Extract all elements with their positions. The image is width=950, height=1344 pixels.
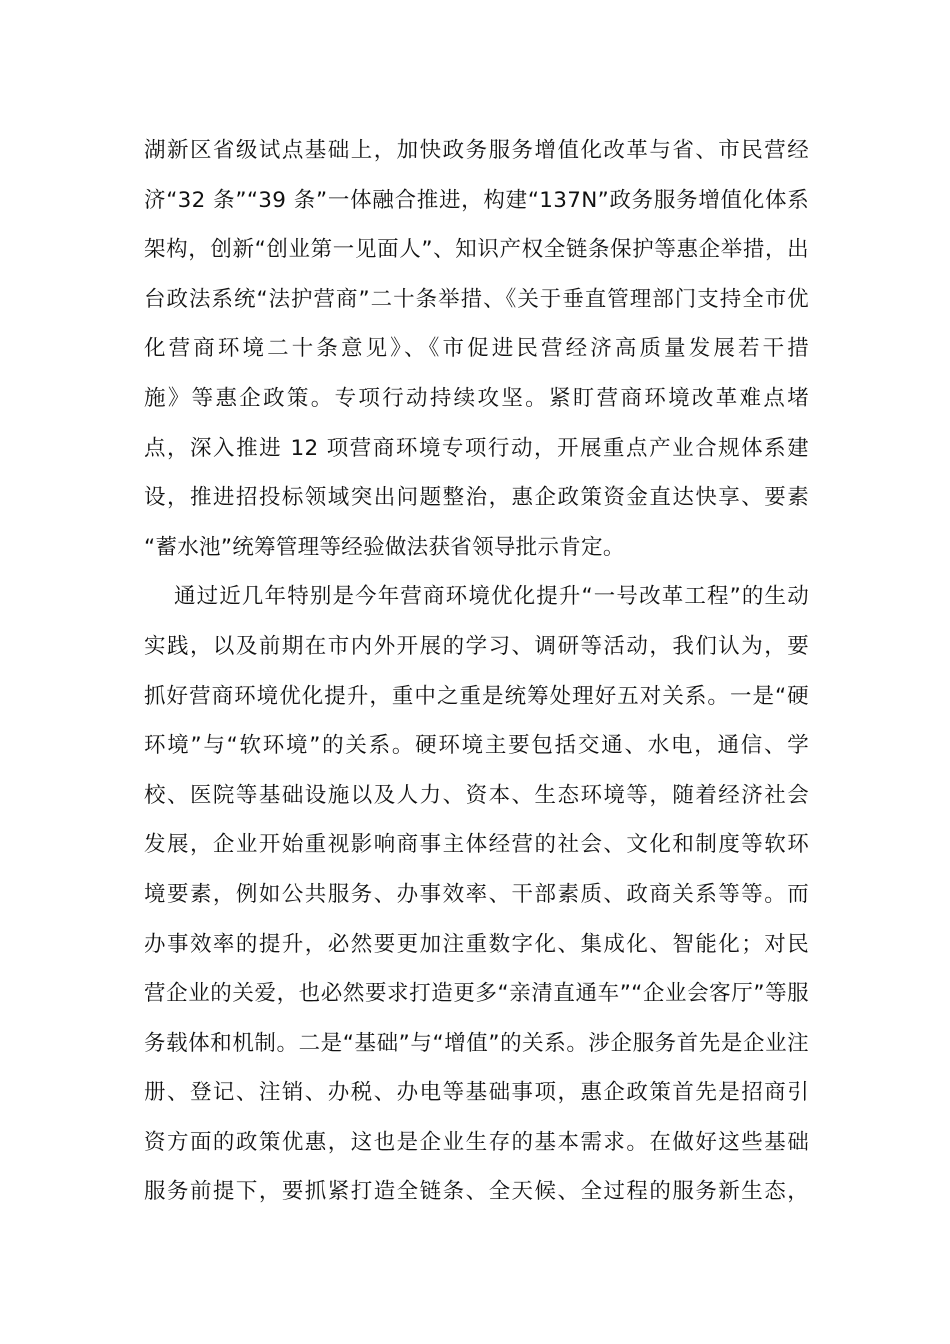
text-line: 服务前提下，要抓紧打造全链条、全天候、全过程的服务新生态， xyxy=(144,1179,809,1205)
document-body xyxy=(144,126,809,1217)
text-line: 实践，以及前期在市内外开展的学习、调研等活动，我们认为，要 xyxy=(144,633,809,659)
text-line: 台政法系统“法护营商”二十条举措、《关于垂直管理部门支持全市优 xyxy=(144,286,809,312)
text-line: 发展，企业开始重视影响商事主体经营的社会、文化和制度等软环 xyxy=(144,832,809,858)
text-line: 抓好营商环境优化提升，重中之重是统筹处理好五对关系。一是“硬 xyxy=(144,683,809,709)
text-line: “蓄水池”统筹管理等经验做法获省领导批示肯定。 xyxy=(144,534,625,560)
text-line: 施》等惠企政策。专项行动持续攻坚。紧盯营商环境改革难点堵 xyxy=(144,385,809,411)
text-line: 境要素，例如公共服务、办事效率、干部素质、政商关系等等。而 xyxy=(144,881,809,907)
text-line: 济“32 条”“39 条”一体融合推进，构建“137N”政务服务增值化体系 xyxy=(144,187,809,213)
text-line: 湖新区省级试点基础上，加快政务服务增值化改革与省、市民营经 xyxy=(144,138,809,163)
text-line: 化营商环境二十条意见》、《市促进民营经济高质量发展若干措 xyxy=(144,336,809,362)
text-line: 设，推进招投标领域突出问题整治，惠企政策资金直达快享、要素 xyxy=(144,485,809,511)
text-line: 资方面的政策优惠，这也是企业生存的基本需求。在做好这些基础 xyxy=(144,1129,809,1155)
text-line: 册、登记、注销、办税、办电等基础事项，惠企政策首先是招商引 xyxy=(144,1080,809,1106)
text-line: 点，深入推进 12 项营商环境专项行动，开展重点产业合规体系建 xyxy=(144,435,809,461)
paragraph-1 xyxy=(144,126,809,572)
text-line: 办事效率的提升，必然要更加注重数字化、集成化、智能化；对民 xyxy=(144,931,809,957)
paragraph-2 xyxy=(144,572,809,1217)
text-line: 环境”与“软环境”的关系。硬环境主要包括交通、水电，通信、学 xyxy=(144,733,809,759)
text-line: 务载体和机制。二是“基础”与“增值”的关系。涉企服务首先是企业注 xyxy=(144,1030,809,1056)
text-line: 营企业的关爱，也必然要求打造更多“亲清直通车”“企业会客厅”等服 xyxy=(144,981,809,1007)
text-line: 架构，创新“创业第一见面人”、知识产权全链条保护等惠企举措，出 xyxy=(144,237,809,263)
text-line: 通过近几年特别是今年营商环境优化提升“一号改革工程”的生动 xyxy=(174,584,809,610)
text-line: 校、医院等基础设施以及人力、资本、生态环境等，随着经济社会 xyxy=(144,782,809,808)
